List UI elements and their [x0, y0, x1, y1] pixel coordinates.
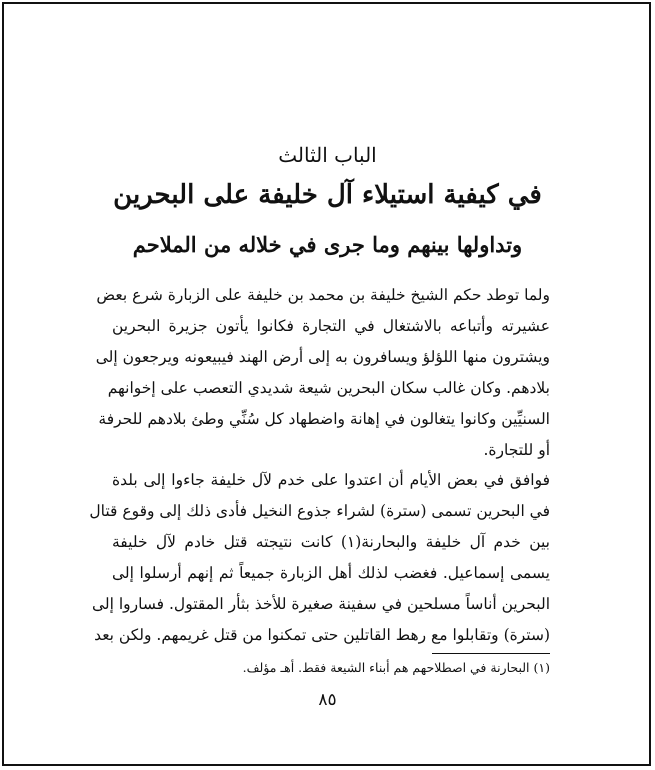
text-line: فوافق في بعض الأيام أن اعتدوا على خدم لآل خليفة جاءوا إلى بلدة	[112, 471, 550, 489]
text-line: بين خدم آل خليفة والبحارنة(١) كانت نتيجته قتل خادم لآل خليفة	[112, 533, 550, 551]
footnote-divider	[432, 653, 550, 654]
footnote: (١) البحارنة في اصطلاحهم هم أبناء الشيعة فقط. أهـ مؤلف.	[242, 660, 550, 675]
text-line: ولما توطد حكم الشيخ خليفة بن محمد بن خليفة على الزبارة شرع بعض	[96, 286, 550, 304]
chapter-label: الباب الثالث	[278, 143, 377, 167]
paragraph-1	[95, 280, 550, 466]
text-line: في البحرين تسمى (سترة) لشراء جذوع النخيل فأدى ذلك إلى وقوع قتال	[89, 502, 550, 520]
paragraph-2	[89, 465, 550, 651]
text-line: ويشترون منها اللؤلؤ ويسافرون به إلى أرض الهند فيبيعونه ويرجعون إلى	[95, 348, 550, 366]
text-line: البحرين أناساً مسلحين في سفينة صغيرة للأخذ بثأر المقتول. فساروا إلى	[91, 595, 550, 613]
text-line: يسمى إسماعيل. فغضب لذلك أهل الزبارة جميعاً ثم إنهم أرسلوا إلى	[112, 564, 550, 582]
chapter-title: في كيفية استيلاء آل خليفة على البحرين	[113, 180, 542, 210]
page-number: ٨٥	[318, 690, 337, 710]
text-line: أو للتجارة.	[483, 441, 550, 459]
text-line: (سترة) وتقابلوا مع رهط القاتلين حتى تمكنوا من قتل غريمهم. ولكن بعد	[94, 626, 550, 644]
chapter-subtitle: وتداولها بينهم وما جرى في خلاله من الملاحم	[132, 232, 523, 257]
text-line: عشيرته وأتباعه بالاشتغال في التجارة فكانوا يأتون جزيرة البحرين	[112, 317, 550, 335]
text-line: السنيِّين وكانوا يتغالون في إهانة واضطهاد كل سُنِّي وطئ بلادهم للحرفة	[98, 410, 550, 428]
text-line: بلادهم. وكان غالب سكان البحرين شيعة شديدي التعصب على إخوانهم	[107, 379, 550, 397]
